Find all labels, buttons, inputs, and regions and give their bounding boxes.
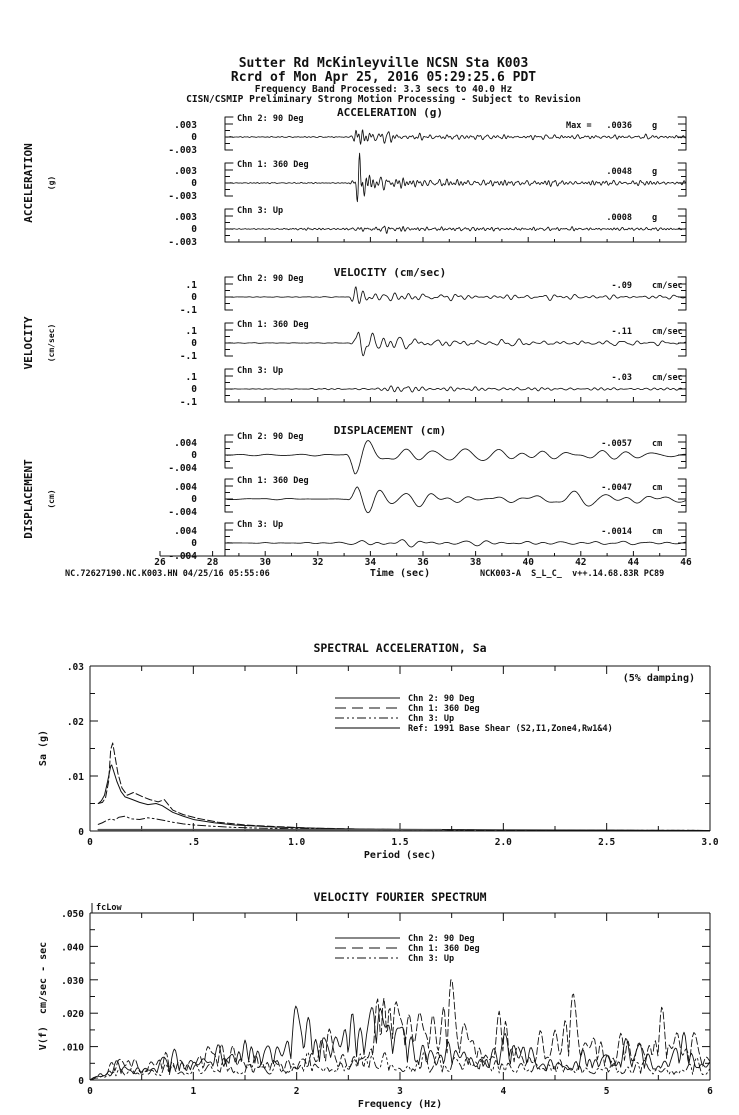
sa-y-axis-label: Sa (g) [38, 729, 49, 767]
acceleration-title: ACCELERATION (g) [337, 106, 443, 119]
y-tick-label: 0 [78, 827, 84, 838]
legend-label: Chn 1: 360 Deg [408, 944, 480, 954]
max-value: -.0057 [601, 439, 632, 449]
scale-bottom: -.004 [168, 463, 197, 474]
scale-top: .1 [185, 372, 197, 383]
velocity-axis-label: VELOCITY [22, 316, 35, 370]
acceleration-row-1 [168, 114, 686, 156]
fclow-label: fcLow [96, 903, 122, 913]
frequency-band-note: Frequency Band Processed: 3.3 secs to 40.0 Hz [254, 84, 513, 96]
x-tick-label: 1 [190, 1086, 197, 1097]
x-tick-label: 2.0 [494, 837, 512, 848]
max-value: -.11 [611, 327, 632, 337]
record-datetime: Rcrd of Mon Apr 25, 2016 05:29:25.6 PDT [230, 69, 537, 85]
legend-label: Chn 2: 90 Deg [408, 934, 475, 944]
y-tick-label: .01 [66, 772, 84, 783]
velocity-axis-unit: (cm/sec) [47, 323, 56, 363]
time-tick-label: 38 [469, 557, 482, 568]
waveform-chn-3-up [227, 386, 686, 392]
fourier-y-axis-label: V(f) cm/sec - sec [38, 941, 49, 1051]
x-tick-label: 3 [397, 1086, 403, 1097]
y-tick-label: .03 [66, 662, 84, 673]
y-tick-label: .040 [61, 942, 84, 954]
channel-label: Chn 3: Up [237, 520, 284, 530]
footer-processing-id: NCK003-A S_L_C_ v++.14.68.83R PC89 [480, 569, 665, 579]
max-unit: cm [652, 527, 663, 537]
time-tick-label: 34 [364, 557, 377, 568]
acceleration-axis-label: ACCELERATION [22, 143, 35, 223]
velocity-row-1 [180, 274, 686, 316]
time-axis-title: Time (sec) [369, 568, 431, 579]
scale-zero: 0 [191, 224, 197, 235]
acceleration-axis-unit: (g) [47, 175, 56, 191]
velocity-title: VELOCITY (cm/sec) [333, 266, 447, 279]
scale-zero: 0 [191, 538, 197, 549]
scale-top: .004 [174, 482, 197, 493]
scale-top: .1 [185, 280, 197, 291]
scale-top: .004 [174, 438, 197, 449]
x-tick-label: 1.5 [391, 837, 409, 848]
x-tick-label: 3.0 [701, 837, 719, 848]
max-prefix: Max = [566, 121, 592, 131]
x-tick-label: 0 [87, 1086, 93, 1097]
channel-label: Chn 1: 360 Deg [237, 476, 309, 486]
time-tick-label: 26 [154, 557, 166, 568]
max-unit: cm [652, 483, 663, 493]
waveform-chn-3-up [227, 540, 686, 547]
legend-label: Chn 3: Up [408, 954, 455, 964]
scale-bottom: -.003 [168, 237, 197, 248]
max-unit: g [652, 167, 658, 177]
channel-label: Chn 1: 360 Deg [237, 320, 309, 330]
scale-top: .003 [174, 120, 197, 131]
x-tick-label: 2.5 [598, 837, 616, 848]
x-tick-label: 1.0 [288, 837, 306, 848]
sa-curve-chn-2-90-deg [98, 765, 710, 830]
scale-bottom: -.1 [179, 397, 197, 408]
channel-label: Chn 3: Up [237, 366, 284, 376]
time-tick-label: 40 [522, 557, 534, 568]
channel-label: Chn 1: 360 Deg [237, 160, 309, 170]
scale-top: .003 [174, 166, 197, 177]
velocity-row-2 [180, 320, 686, 362]
x-tick-label: 2 [293, 1086, 300, 1097]
max-value: .0008 [606, 213, 632, 223]
max-value: .0036 [606, 121, 632, 131]
scale-bottom: -.003 [168, 191, 197, 202]
acceleration-panel [22, 106, 686, 248]
max-unit: g [652, 213, 658, 223]
scale-bottom: -.1 [179, 351, 197, 362]
fourier-x-axis-label: Frequency (Hz) [357, 1099, 443, 1110]
scale-bottom: -.004 [168, 507, 197, 518]
scale-zero: 0 [191, 132, 197, 143]
max-unit: cm/sec [652, 327, 683, 337]
displacement-row-1 [168, 432, 686, 474]
legend-label: Chn 3: Up [408, 714, 455, 724]
legend-label: Chn 1: 360 Deg [408, 704, 480, 714]
fourier-spectrum-chart [38, 890, 713, 1110]
max-unit: cm/sec [652, 373, 683, 383]
time-tick-label: 28 [206, 557, 219, 568]
channel-label: Chn 3: Up [237, 206, 284, 216]
y-tick-label: .030 [61, 975, 84, 987]
max-unit: g [652, 121, 658, 131]
scale-zero: 0 [191, 178, 197, 189]
spectral-acceleration-chart [38, 641, 719, 861]
time-tick-label: 30 [259, 557, 271, 568]
max-unit: cm/sec [652, 281, 683, 291]
max-value: -.0014 [601, 527, 632, 537]
max-value: -.03 [611, 373, 632, 383]
y-tick-label: .050 [61, 909, 84, 920]
scale-top: .003 [174, 212, 197, 223]
x-tick-label: 4 [500, 1086, 507, 1097]
displacement-title: DISPLACEMENT (cm) [333, 424, 447, 437]
fourier-title: VELOCITY FOURIER SPECTRUM [313, 890, 487, 904]
waveform-chn-3-up [227, 226, 686, 233]
processing-note: CISN/CSMIP Preliminary Strong Motion Processing - Subject to Revision [186, 94, 581, 106]
time-tick-label: 46 [680, 557, 692, 568]
scale-bottom: -.004 [168, 551, 197, 562]
sa-curve-chn-1-360-deg [98, 743, 710, 830]
velocity-panel [22, 266, 686, 408]
y-tick-label: 0 [78, 1076, 84, 1087]
scale-zero: 0 [191, 494, 197, 505]
max-value: -.0047 [601, 483, 632, 493]
x-tick-label: 0 [87, 837, 93, 848]
footer-record-id: NC.72627190.NC.K003.HN 04/25/16 05:55:06 [65, 569, 270, 579]
displacement-row-2 [168, 476, 686, 518]
y-tick-label: .020 [61, 1009, 84, 1021]
displacement-axis-label: DISPLACEMENT [22, 459, 35, 539]
time-tick-label: 42 [575, 557, 587, 568]
damping-annotation: (5% damping) [622, 673, 695, 684]
max-value: .0048 [606, 167, 632, 177]
legend-label: Chn 2: 90 Deg [408, 694, 475, 704]
station-title: Sutter Rd McKinleyville NCSN Sta K003 [238, 56, 529, 71]
waveform-chn-2-90-deg [227, 130, 686, 144]
y-tick-label: .010 [61, 1042, 84, 1054]
scale-zero: 0 [191, 338, 197, 349]
scale-top: .1 [185, 326, 197, 337]
channel-label: Chn 2: 90 Deg [237, 274, 304, 284]
scale-zero: 0 [191, 384, 197, 395]
x-tick-label: 5 [603, 1086, 610, 1097]
channel-label: Chn 2: 90 Deg [237, 114, 304, 124]
sa-title: SPECTRAL ACCELERATION, Sa [313, 641, 487, 655]
time-tick-label: 36 [417, 557, 429, 568]
channel-label: Chn 2: 90 Deg [237, 432, 304, 442]
displacement-panel [22, 424, 692, 579]
x-tick-label: 6 [707, 1086, 713, 1097]
time-tick-label: 44 [627, 557, 640, 568]
max-unit: cm [652, 439, 663, 449]
legend-label: Ref: 1991 Base Shear (S2,I1,Zone4,Rw1&4) [408, 724, 613, 734]
scale-top: .004 [174, 526, 197, 537]
x-tick-label: .5 [187, 837, 200, 848]
scale-zero: 0 [191, 450, 197, 461]
scale-bottom: -.1 [179, 305, 197, 316]
sa-x-axis-label: Period (sec) [363, 850, 437, 861]
scale-zero: 0 [191, 292, 197, 303]
max-value: -.09 [611, 281, 632, 291]
time-tick-label: 32 [312, 557, 324, 568]
scale-bottom: -.003 [168, 145, 197, 156]
y-tick-label: .02 [66, 717, 84, 728]
acceleration-row-2 [168, 153, 686, 202]
displacement-axis-unit: (cm) [47, 489, 56, 509]
